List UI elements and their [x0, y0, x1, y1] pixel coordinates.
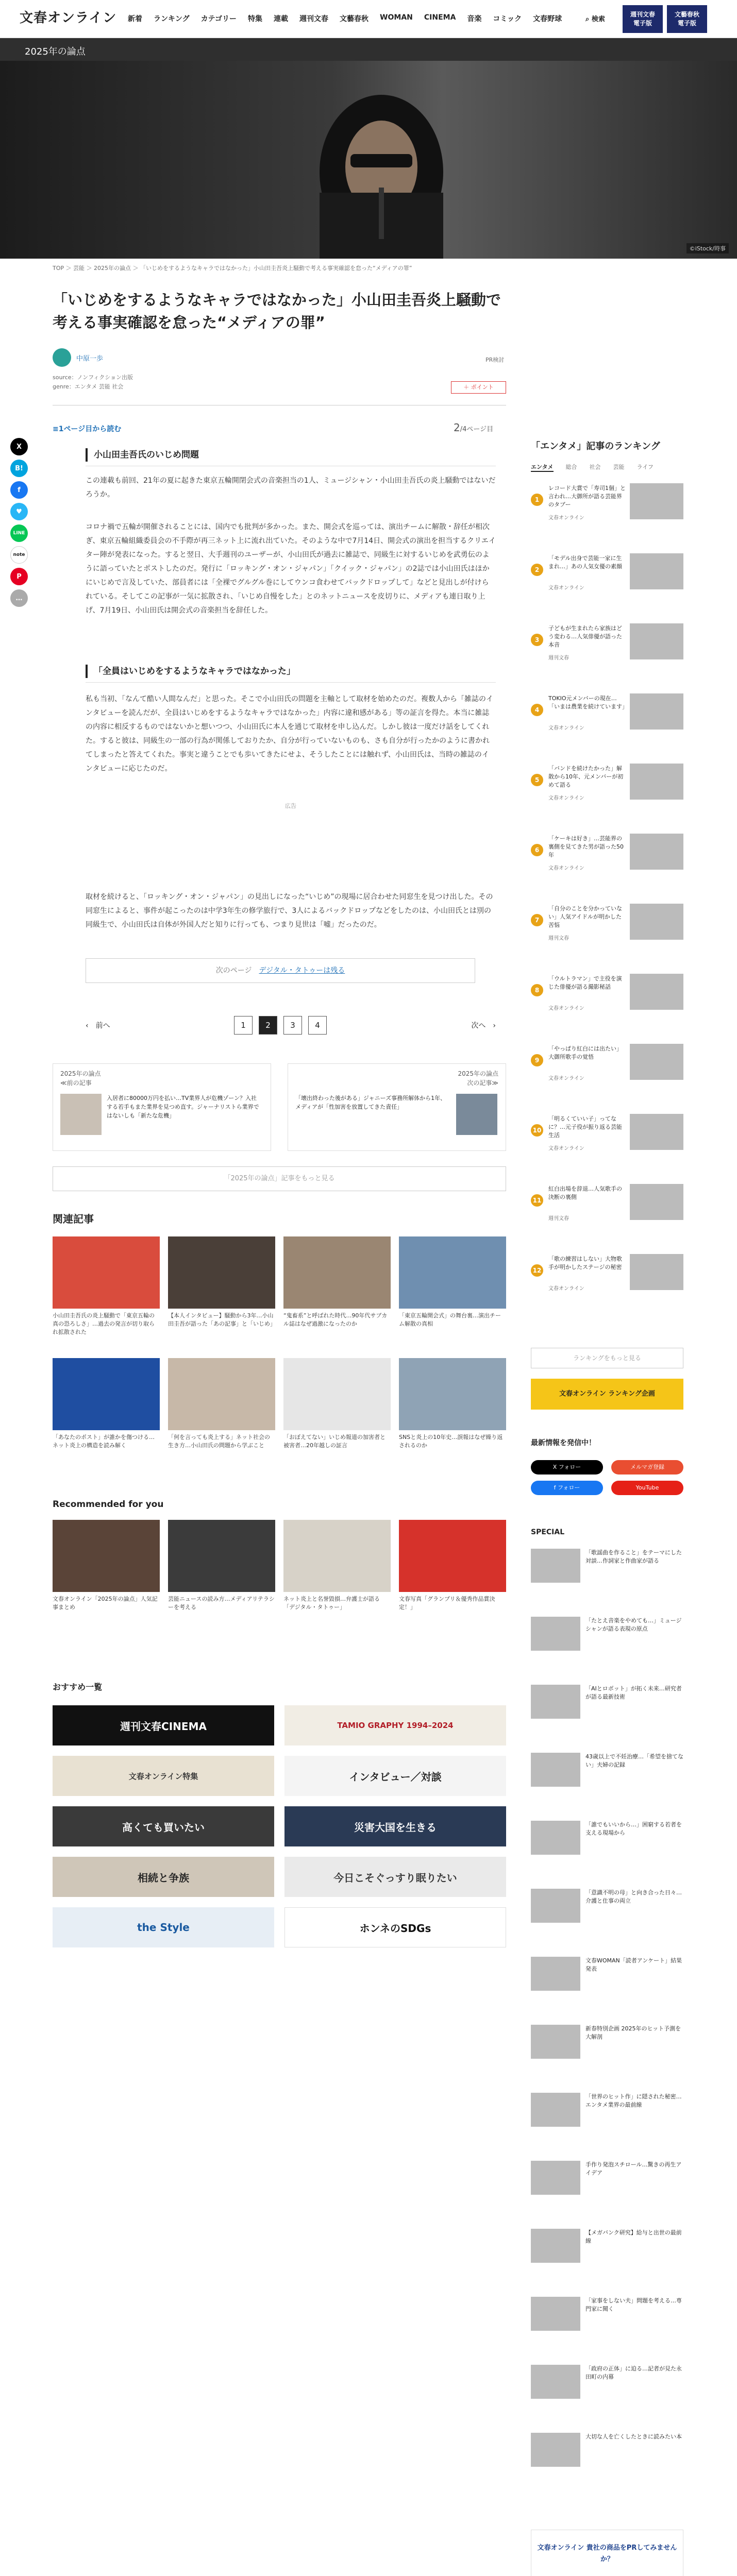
thumbnail [531, 2093, 580, 2127]
special-item[interactable] [531, 2093, 683, 2133]
series-next-label: 2025年の論点 次の記事≫ [458, 1070, 498, 1087]
nav-item[interactable]: WOMAN [380, 13, 413, 22]
chevron-left-icon: ‹ [86, 1022, 96, 1030]
related-card[interactable] [53, 1236, 160, 1336]
thumbnail [531, 1617, 580, 1651]
tab-life[interactable]: ライフ [636, 464, 654, 470]
thumbnail [283, 1358, 391, 1430]
site-logo[interactable]: 文春オンライン [20, 10, 117, 26]
shukan-bunshun-digital-button[interactable]: 週刊文春 電子版 [623, 5, 663, 33]
rank-text: 「自分のことを分かっていない」人気アイドルが明かした苦悩 [548, 905, 622, 928]
rank-number: 9 [531, 1054, 543, 1066]
rank-text: 「バンドを続けたかった」解散から10年、元メンバーが初めて語る [548, 765, 624, 788]
rank-author: 文春オンライン [548, 1286, 584, 1292]
facebook-follow-button[interactable]: f フォロー [531, 1481, 603, 1495]
thumbnail [53, 1520, 160, 1592]
ranking-item[interactable] [531, 481, 683, 521]
thumbnail [531, 1549, 580, 1583]
related-card[interactable] [399, 1358, 506, 1450]
rank-text: レコード大賞で「寿司1個」と言われ…大御所が語る芸能界のタブー [548, 485, 626, 508]
special-item[interactable] [531, 2365, 683, 2405]
thumbnail [531, 1685, 580, 1719]
thumbnail [630, 764, 683, 800]
ranking-banner[interactable]: 文春オンライン ランキング企画 [531, 1379, 683, 1410]
paragraph: この連載も前回、21年の夏に起きた東京五輪開閉会式の音楽担当の1人、ミュージシャン・小山田圭吾氏の炎上騒動ではないだろうか。 [86, 477, 496, 499]
prev-label: 前へ [95, 1022, 110, 1030]
section-heading: 小山田圭吾氏のいじめ問題 [86, 448, 496, 462]
banner-nemuri[interactable]: 今日こそぐっすり眠りたい [284, 1857, 506, 1897]
thumbnail [531, 2229, 580, 2263]
ranking-item[interactable] [531, 1112, 683, 1152]
rank-number: 4 [531, 704, 543, 716]
nav-item[interactable]: 連載 [274, 15, 289, 23]
thumbnail [630, 623, 683, 659]
ranking-item[interactable] [531, 1182, 683, 1222]
special-text: 大切な人を亡くしたときに読みたい本 [585, 2433, 682, 2440]
source-line: source：ノンフィクション出版 [53, 374, 133, 381]
thumbnail [531, 1821, 580, 1855]
osusume-title: おすすめ一覧 [53, 1682, 103, 1692]
special-item[interactable] [531, 2161, 683, 2201]
ad-slot [86, 802, 496, 879]
special-text: 手作り発泡スチロール…驚きの再生アイデア [585, 2161, 682, 2176]
special-item[interactable] [531, 2229, 683, 2269]
related-card[interactable] [283, 1358, 391, 1450]
next-page-label: 次のページ [215, 967, 252, 975]
ranking-item[interactable] [531, 832, 683, 872]
divider [86, 682, 496, 683]
share-pocket-icon[interactable]: P [10, 568, 28, 585]
ranking-tabs [531, 463, 654, 472]
paragraph: 私も当初、「なんて酷い人間なんだ」と思った。そこで小山田氏の問題を主軸として取材を始めたのだ。複数人から「雑誌のインタビューを読んだが、全員はいじめをするようなキャラではなかった」内容に違和感がある」等の証言を得た。本当に雑誌の内容に相反するものではないかと想いつつ、小山田氏に本人を通じて取材を申し込んだ。しかし彼は一度だけ話をしてくれた。すると彼は、同級生の一部の行為が関係しておりたか、自分が行っていないものも、さも自分が行ったかのように書かれてしまったと答えてくれた。事実と違うことでも歩いてきたにせよ、そうしたことには触れず、小山田氏は、当時の雑誌のインタビューに応じたのだ。 [86, 695, 493, 773]
chevron-right-icon: › [485, 1022, 496, 1030]
rank-author: 文春オンライン [548, 1006, 584, 1011]
share-hatena-icon[interactable]: B! [10, 460, 28, 477]
thumbnail [531, 2365, 580, 2399]
banner-saigai[interactable]: 災害大国を生きる [284, 1806, 506, 1846]
special-item[interactable] [531, 1685, 683, 1725]
rank-number: 6 [531, 844, 543, 856]
ranking-item[interactable] [531, 1252, 683, 1292]
ranking-item[interactable] [531, 691, 683, 732]
series-prev-text: 入居者に80000万円を払い…TV業界人が危機ゾーン？入社する若手もまた業界を見つめ直す。ジャーナリストら業界ではないしも「新たな危機」 [107, 1095, 259, 1119]
thumbnail [531, 2025, 580, 2059]
ranking-more-button[interactable]: ランキングをもっと見る [531, 1348, 683, 1368]
special-text: 【メガバンク研究】給与と出世の最前線 [585, 2229, 682, 2244]
rank-author: 週刊文春 [548, 1216, 569, 1222]
rank-author: 文春オンライン [548, 515, 584, 521]
page-3[interactable]: 3 [283, 1016, 302, 1035]
rank-number: 3 [531, 634, 543, 646]
special-title: SPECIAL [531, 1528, 565, 1536]
related-caption: 【本人インタビュー】騒動から3年…小山田圭吾が語った「あの記事」と「いじめ」 [168, 1312, 276, 1327]
nav-item[interactable]: 文藝春秋 [340, 15, 369, 23]
thumbnail [60, 1094, 102, 1135]
avatar [53, 348, 71, 367]
series-more-button[interactable]: 「2025年の論点」記事をもっと見る [53, 1166, 506, 1191]
rank-number: 7 [531, 914, 543, 926]
follow-title: 最新情報を発信中！ [531, 1439, 596, 1447]
special-item[interactable] [531, 2297, 683, 2337]
thumbnail [531, 2161, 580, 2195]
special-text: 「歌謡曲を作ること」をテーマにした対談…作詞家と作曲家が語る [585, 1549, 682, 1564]
thumbnail [283, 1520, 391, 1592]
rank-text: 「モデル出身で芸能一家に生まれ…」あの人気女優の素顔 [548, 555, 622, 570]
share-bookmark-icon[interactable]: ♥ [10, 503, 28, 520]
share-more-icon[interactable]: … [10, 589, 28, 607]
genre-line[interactable]: genre：エンタメ 芸能 社会 [53, 383, 124, 390]
recommended-title: Recommended for you [53, 1499, 164, 1510]
thumbnail [630, 1184, 683, 1220]
read-from-page1-link[interactable]: ≡1ページ目から読む [53, 425, 122, 433]
next-page-box[interactable] [86, 958, 475, 983]
rank-text: 「ケーキは好き」…芸能界の裏側を見てきた男が語った50年 [548, 835, 624, 858]
recommended-caption: 文春写真「グランプリ＆優秀作品賞決定！」 [399, 1596, 495, 1611]
series-band[interactable]: 2025年の論点 [0, 38, 737, 61]
banner-sdgs[interactable]: ホンネのSDGs [284, 1907, 506, 1947]
thumbnail [630, 1254, 683, 1290]
next-page-link[interactable]: デジタル・タトゥーは残る [259, 967, 345, 975]
article-title: 「いじめをするようなキャラではなかった」小山田圭吾炎上騒動で考える事実確認を怠った“メディアの罪” [53, 291, 501, 331]
related-caption: 「あなたのポスト」が誰かを傷つける…ネット炎上の構造を読み解く [53, 1434, 155, 1449]
series-next-text: 「壊出終わった後がある」ジャニーズ事務所解体から1年、メディアが「性加害を放置してきた責任」 [295, 1095, 446, 1110]
rank-author: 文春オンライン [548, 795, 584, 801]
special-item[interactable] [531, 1957, 683, 1997]
nav-item[interactable]: 週刊文春 [299, 15, 329, 23]
rank-number: 1 [531, 494, 543, 506]
ad-label: 広告 [285, 803, 296, 809]
share-facebook-icon[interactable]: f [10, 481, 28, 499]
special-text: 43歳以上で不妊治療…「希望を捨てない」夫婦の記録 [585, 1753, 683, 1768]
banner-feature[interactable]: 文春オンライン特集 [53, 1756, 274, 1796]
nav-item[interactable]: コミック [493, 15, 522, 23]
next-page-link[interactable] [471, 1020, 496, 1030]
recommended-card[interactable] [168, 1520, 275, 1612]
banner-tamio[interactable]: TAMIO GRAPHY 1994–2024 [284, 1705, 506, 1745]
rank-number: 11 [531, 1194, 543, 1207]
banner-cinema[interactable]: 週刊文春CINEMA [53, 1705, 274, 1745]
rank-author: 文春オンライン [548, 866, 584, 871]
share-line-icon[interactable]: LINE [10, 524, 28, 542]
rank-text: 「やっぱり紅白には出たい」大御所歌手の覚悟 [548, 1045, 622, 1060]
ranking-item[interactable] [531, 972, 683, 1012]
page-counter [454, 421, 493, 434]
search-button[interactable] [585, 13, 605, 23]
thumbnail [630, 553, 683, 589]
pagination [86, 1016, 496, 1037]
special-text: 「政府の正体」に迫る…記者が見た永田町の内幕 [585, 2365, 682, 2380]
related-caption: 「東京五輪開会式」の舞台裏…演出チーム解散の真相 [399, 1312, 501, 1327]
photo-credit: ©iStock/時事 [686, 243, 729, 253]
recommended-caption: 文春オンライン「2025年の論点」人気記事まとめ [53, 1596, 158, 1611]
special-text: 新春特別企画 2025年のヒット予測を大解剖 [585, 2025, 681, 2040]
article-date: PR検討 [485, 357, 505, 363]
thumbnail [399, 1358, 506, 1430]
recommended-caption: ネット炎上と名誉毀損…弁護士が語る「デジタル・タトゥー」 [283, 1596, 380, 1611]
thumbnail [168, 1236, 275, 1309]
thumbnail [630, 904, 683, 940]
special-text: 「たとえ音楽をやめても…」ミュージシャンが語る表現の原点 [585, 1617, 682, 1632]
thumbnail [456, 1094, 497, 1135]
rank-author: 文春オンライン [548, 725, 584, 731]
paragraph: 取材を続けると、「ロッキング・オン・ジャパン」の見出しになった“いじめ”の現場に居合わせた同窓生を見つけ出した。その同窓生によると、事件が起こったのは中学3年生の修学旅行で、3人によるバックドロップなどをしたのは、小山田氏とは別の同級生で、小山田氏は自体が外国人だと知りに行っても、つまり見世は「嘘」だったのだ。 [86, 893, 493, 929]
special-item[interactable] [531, 2433, 683, 2473]
special-text: 「家事をしない夫」問題を考える…専門家に聞く [585, 2297, 682, 2312]
page-4[interactable]: 4 [308, 1016, 327, 1035]
thumbnail [630, 834, 683, 870]
special-text: 「意識不明の母」と向き合った日々…介護と仕事の両立 [585, 1889, 682, 1904]
rank-number: 2 [531, 564, 543, 576]
thumbnail [630, 483, 683, 519]
total-pages: /4ページ目 [460, 426, 494, 433]
tab-entame[interactable]: エンタメ [531, 463, 554, 472]
thumbnail [283, 1236, 391, 1309]
special-item[interactable] [531, 1889, 683, 1929]
rank-author: 週刊文春 [548, 655, 569, 661]
tab-geinou[interactable]: 芸能 [613, 464, 625, 470]
recommended-card[interactable] [399, 1520, 506, 1612]
ranking-item[interactable] [531, 902, 683, 942]
rank-author: 文春オンライン [548, 1146, 584, 1151]
nav-item[interactable]: CINEMA [424, 13, 456, 22]
special-text: 「世界のヒット作」に隠された秘密…エンタメ業界の最前線 [585, 2093, 682, 2108]
rank-author: 週刊文春 [548, 936, 569, 941]
special-text: 「AIとロボット」が拓く未来…研究者が語る最新技術 [585, 1685, 682, 1700]
banner-souzoku[interactable]: 相続と争族 [53, 1857, 274, 1897]
thumbnail [531, 1957, 580, 1991]
rank-number: 5 [531, 774, 543, 786]
paragraph: コロナ禍で五輪が開催されることには、国内でも批判が多かった。また、開会式を巡っては、演出チームに解散・辞任が相次ぎ、東京五輪組織委員会の不手際が再三ネット上に流れ出ていた。そのような中で7月14日、開会式の演出を担当するクリエイター陣が発表になった。すると翌日、大手週刊のユーザーが、小山田氏が過去に雑誌で、同級生に対するいじめを武勇伝のように語っていたとポストしたのだ。発行に「ロッキング・オン・ジャパン」「クイック・ジャパン」の2誌では小山田氏はほかにいじめで言及していた、部員者には「全裸でグルグル巻にしてウンコ食わせてバックドロップして」などと見出しが付けられている。そしてこの記事が一気に拡散され、「いじめ自慢をした」とのネットニュースを皮切りに、メディアも連日取り上げ、7月19日、小山田氏は開会式の音楽担当を辞任した。 [86, 523, 496, 615]
related-caption: 「何を言っても炎上する」ネット社会の生き方…小山田氏の問題から学ぶこと [168, 1434, 270, 1449]
next-label: 次へ [471, 1022, 486, 1030]
special-item[interactable] [531, 1617, 683, 1657]
ranking-item[interactable] [531, 551, 683, 591]
rank-text: 子どもが生まれたら家族はどう変わる…人気俳優が語った本音 [548, 625, 622, 648]
search-icon: ⌕ [585, 15, 592, 23]
author-name: 中原一歩 [76, 354, 104, 363]
rank-text: 紅白出場を辞退…人気歌手の決断の裏側 [548, 1185, 622, 1200]
mailmag-button[interactable]: メルマガ登録 [611, 1460, 683, 1475]
rank-text: 「ウルトラマン」で主役を演じた俳優が語る撮影秘話 [548, 975, 622, 990]
nav-item[interactable]: カテゴリー [200, 15, 237, 23]
rank-text: 「歌の練習はしない」大物歌手が明かしたステージの秘密 [548, 1256, 622, 1270]
thumbnail [531, 1889, 580, 1923]
global-nav [128, 13, 562, 24]
pr-banner[interactable]: 文春オンライン 貴社の商品をPRしてみませんか？ [531, 2530, 683, 2576]
page-2[interactable]: 2 [259, 1016, 277, 1035]
breadcrumb[interactable]: TOP ＞ 芸能 ＞ 2025年の論点 ＞ 「いじめをするようなキャラではなかった」小山田圭吾炎上騒動で考える事実確認を怠った“メディアの罪” [53, 265, 412, 272]
thumbnail [630, 693, 683, 730]
section-heading: 「全員はいじめをするようなキャラではなかった」 [86, 665, 496, 678]
special-item[interactable] [531, 1753, 683, 1793]
thumbnail [399, 1236, 506, 1309]
rank-number: 10 [531, 1124, 543, 1137]
related-card[interactable] [53, 1358, 160, 1450]
related-title: 関連記事 [53, 1213, 94, 1225]
thumbnail [531, 2297, 580, 2331]
related-card[interactable] [399, 1236, 506, 1328]
bungeishunju-digital-button[interactable]: 文藝春秋 電子版 [667, 5, 707, 33]
current-page: 2 [454, 421, 460, 434]
rank-number: 8 [531, 984, 543, 996]
hero-image [0, 38, 737, 259]
ranking-item[interactable] [531, 1042, 683, 1082]
thumbnail [399, 1520, 506, 1592]
thumbnail [630, 1044, 683, 1080]
related-caption: “鬼畜系”と呼ばれた時代…90年代サブカル誌はなぜ過激になったのか [283, 1312, 388, 1327]
related-caption: SNSと炎上の10年史…誤報はなぜ繰り返されるのか [399, 1434, 503, 1449]
special-text: 「誰でもいいから…」困窮する若者を支える現場から [585, 1821, 682, 1836]
related-caption: 「おぼえてない」いじめ報道の加害者と被害者…20年越しの証言 [283, 1434, 386, 1449]
thumbnail [53, 1236, 160, 1309]
hero-photo [0, 38, 737, 259]
recommended-card[interactable] [53, 1520, 160, 1612]
banner-interview[interactable]: インタビュー／対談 [284, 1756, 506, 1796]
youtube-button[interactable]: YouTube [611, 1481, 683, 1495]
share-x-icon[interactable]: X [10, 438, 28, 455]
nav-item[interactable]: ランキング [154, 15, 190, 23]
ranking-item[interactable] [531, 621, 683, 662]
nav-item[interactable]: 特集 [248, 15, 263, 23]
author[interactable] [53, 348, 103, 367]
related-card[interactable] [168, 1236, 275, 1328]
series-prev-label: 2025年の論点 ≪前の記事 [60, 1070, 101, 1087]
share-note-icon[interactable]: note [10, 546, 28, 564]
thumbnail [630, 1114, 683, 1150]
special-item[interactable] [531, 1549, 683, 1589]
thumbnail [531, 2433, 580, 2467]
special-text: 文春WOMAN「読者アンケート」結果発表 [585, 1957, 682, 1972]
special-item[interactable] [531, 1821, 683, 1861]
banner-style[interactable]: the Style [53, 1907, 274, 1947]
series-prev-card[interactable] [53, 1063, 271, 1151]
tab-sougou[interactable]: 総合 [565, 464, 577, 470]
thumbnail [630, 974, 683, 1010]
nav-item[interactable]: 音楽 [467, 15, 482, 23]
prev-page-link[interactable] [86, 1020, 110, 1030]
related-card[interactable] [168, 1358, 275, 1450]
tab-shakai[interactable]: 社会 [589, 464, 601, 470]
thumbnail [531, 1753, 580, 1787]
ranking-title: 「エンタメ」記事のランキング [531, 441, 660, 452]
page-1[interactable]: 1 [234, 1016, 253, 1035]
thumbnail [53, 1358, 160, 1430]
ranking-item[interactable] [531, 761, 683, 802]
recommended-caption: 芸能ニュースの読み方…メディアリテラシーを考える [168, 1596, 275, 1611]
article-meta [53, 373, 133, 392]
nav-item[interactable]: 新着 [128, 15, 142, 23]
search-label: 検索 [591, 15, 605, 23]
recommended-card[interactable] [283, 1520, 391, 1612]
thumbnail [168, 1520, 275, 1592]
rank-text: 「明るくていい子」ってなに？…元子役が振り返る芸能生活 [548, 1115, 622, 1139]
rank-author: 文春オンライン [548, 1076, 584, 1081]
point-button[interactable]: ＋ ポイント [451, 381, 506, 394]
banner-takakutemo[interactable]: 高くても買いたい [53, 1806, 274, 1846]
thumbnail [168, 1358, 275, 1430]
site-header [0, 0, 737, 38]
rank-author: 文春オンライン [548, 585, 584, 591]
series-next-card[interactable] [288, 1063, 506, 1151]
related-caption: 小山田圭吾氏の炎上騒動で「東京五輪の真の恐ろしさ」…過去の発言が切り取られ拡散された [53, 1312, 155, 1335]
nav-item[interactable]: 文春野球 [533, 15, 562, 23]
related-card[interactable] [283, 1236, 391, 1328]
special-item[interactable] [531, 2025, 683, 2065]
rank-number: 12 [531, 1264, 543, 1277]
rank-text: TOKIO元メンバーの現在…「いまは農業を続けています」 [548, 695, 628, 710]
x-follow-button[interactable]: X フォロー [531, 1460, 603, 1475]
